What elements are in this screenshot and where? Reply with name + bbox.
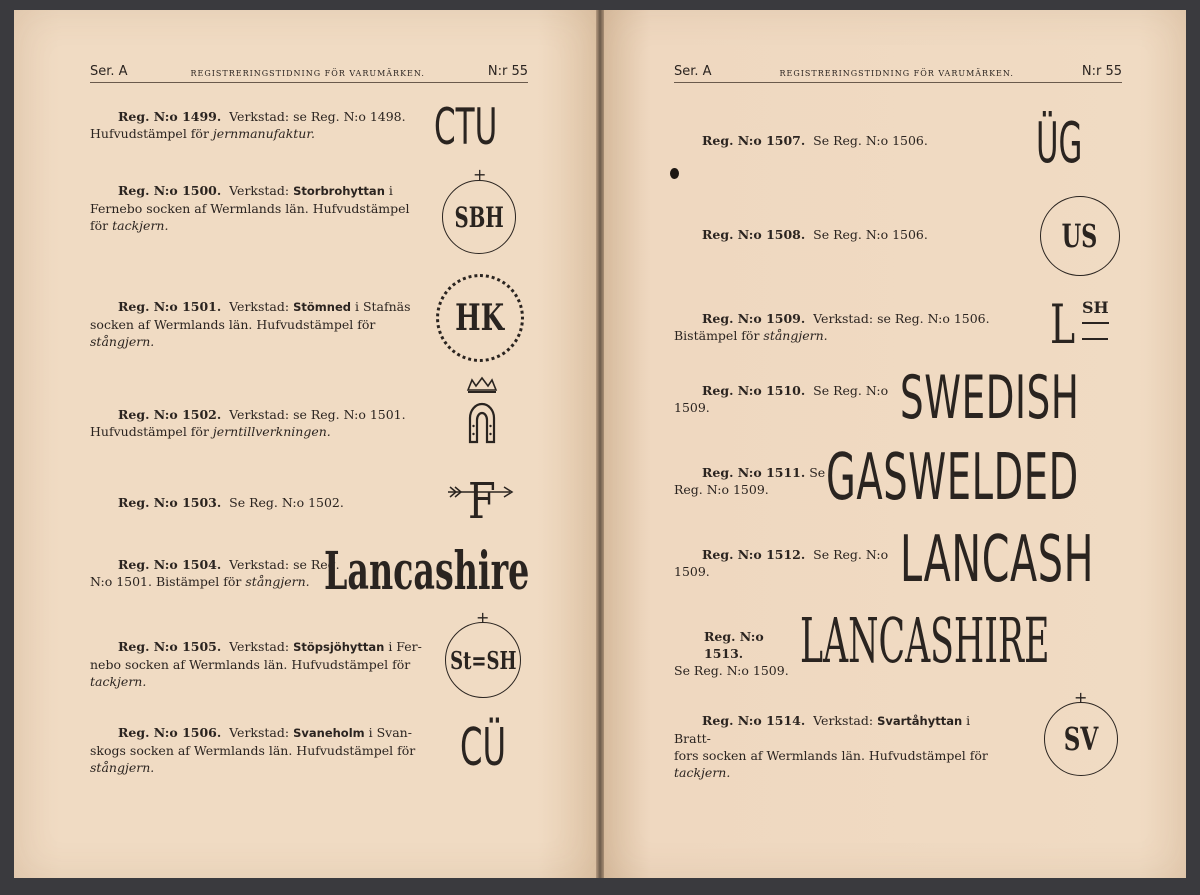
entry-text: Reg. N:o 1509. [674,482,769,497]
mark-text: St [449,645,472,675]
trademark-l: L [1050,293,1076,356]
entry-italic: stångjern. [245,574,310,589]
entry-text: Verkstad: se Reg. [229,557,340,572]
entry-text: Verkstad: [813,713,874,728]
reg-number: Reg. N:o 1501. [118,299,222,314]
crowned-horseshoe-icon [460,376,504,448]
open-book [14,10,1186,878]
trademark-swedish: SWEDISH [900,363,1080,433]
works-name: Svaneholm [293,726,365,740]
entry-text: i Stafnäs [354,299,411,314]
trademark-sbh [442,180,516,254]
journal-title: REGISTRERINGSTIDNING FÖR VARUMÄRKEN. [779,69,1014,78]
entry-1511 [674,464,834,498]
entry-text: Verkstad: se Reg. N:o 1506. [813,311,990,326]
entry-1507 [674,132,974,149]
reg-number: Reg. N:o 1513. [704,629,764,661]
reg-number: Reg. N:o 1499. [118,109,222,124]
entry-text: 1509. [674,400,710,415]
entry-1505 [90,638,430,690]
entry-text: Verkstad: se Reg. N:o 1501. [229,407,406,422]
entry-text: för [90,218,109,233]
entry-1509 [674,310,994,344]
trademark-hk [436,274,524,362]
left-page [14,10,596,878]
trademark-cu: CÜ [460,718,507,778]
works-name: Stöpsjöhyttan [293,640,385,654]
entry-1503 [90,494,430,511]
trademark-stsh: St=SH [445,622,521,698]
ink-blot [670,168,679,179]
reg-number: Reg. N:o 1500. [118,183,222,198]
reg-number: Reg. N:o 1509. [702,311,806,326]
entry-1508 [674,226,974,243]
mark-text: SV [1063,720,1099,758]
reg-number: Reg. N:o 1508. [702,227,806,242]
entry-1502 [90,406,430,440]
mark-text: SH [486,645,517,675]
entry-text: i Fer- [388,639,422,654]
entry-italic: tackjern. [90,674,147,689]
trademark-lancashire-script: Lancashire [324,541,530,602]
trademark-sv [1044,702,1118,776]
entry-1504 [90,556,340,590]
entry-1512 [674,546,904,580]
entry-text: N:o 1501. Bistämpel för [90,574,242,589]
entry-text: Se Reg. N:o [813,547,889,562]
mark-text: HK [455,297,505,339]
entry-1499 [90,108,430,142]
entry-italic: tackjern. [112,218,169,233]
entry-text: i Svan- [368,725,412,740]
entry-text: Verkstad: se Reg. N:o 1498. [229,109,406,124]
left-page-header [90,60,528,83]
series-label: Ser. A [90,64,128,79]
trademark-ug: ÜG [1036,111,1083,176]
entry-text: Bistämpel för [674,328,760,343]
entry-italic: jernmanufaktur. [212,126,315,141]
series-label: Ser. A [674,64,712,79]
entry-1514 [674,712,994,781]
mark-text: SBH [454,200,504,234]
entry-text: skogs socken af Wermlands län. Hufvudstämpel för [90,743,416,758]
reg-number: Reg. N:o 1504. [118,557,222,572]
entry-text: nebo socken af Wermlands län. Hufvudstämpel för [90,657,411,672]
trademark-sh-superscript: SH [1082,300,1109,324]
entry-text: Se Reg. N:o 1506. [813,227,928,242]
trademark-f: F [468,472,496,530]
entry-text: Verkstad: [229,639,290,654]
entry-italic: stångjern. [763,328,828,343]
entry-text: i Bratt- [674,713,971,746]
trademark-lancashire: LANCASHIRE [800,604,1050,677]
right-page-header [674,60,1122,83]
reg-number: Reg. N:o 1511. [702,465,806,480]
entry-1506 [90,724,430,776]
reg-number: Reg. N:o 1514. [702,713,806,728]
reg-number: Reg. N:o 1502. [118,407,222,422]
entry-italic: tackjern. [674,765,731,780]
entry-text: Verkstad: [229,299,290,314]
reg-number: Reg. N:o 1512. [702,547,806,562]
mark-text: US [1062,217,1098,255]
entry-text: fors socken af Wermlands län. Hufvudstämpel för [674,748,988,763]
reg-number: Reg. N:o 1503. [118,495,222,510]
reg-number: Reg. N:o 1507. [702,133,806,148]
book-gutter [596,10,604,878]
issue-number: N:r 55 [1081,64,1122,79]
entry-text: i [388,183,393,198]
entry-text: Hufvudstämpel för [90,126,209,141]
trademark-us [1040,196,1120,276]
entry-text: Se Reg. N:o 1506. [813,133,928,148]
entry-text: Fernebo socken af Wermlands län. Hufvudstämpel [90,201,410,216]
entry-text: socken af Wermlands län. Hufvudstämpel för [90,317,376,332]
entry-text: 1509. [674,564,710,579]
entry-text: Se Reg. N:o [813,383,889,398]
reg-number: Reg. N:o 1510. [702,383,806,398]
journal-title: REGISTRERINGSTIDNING FÖR VARUMÄRKEN. [190,69,425,78]
works-name: Storbrohyttan [293,184,385,198]
entry-text: Verkstad: [229,725,290,740]
works-name: Svartåhyttan [877,714,963,728]
entry-1501 [90,298,430,350]
trademark-lancash: LANCASH [900,523,1095,597]
reg-number: Reg. N:o 1505. [118,639,222,654]
entry-italic: jerntillverkningen. [212,424,331,439]
issue-number: N:r 55 [487,64,528,79]
right-page [604,10,1186,878]
entry-1500 [90,182,430,234]
entry-italic: stångjern. [90,760,155,775]
entry-text: Se [809,465,826,480]
reg-number: Reg. N:o 1506. [118,725,222,740]
trademark-gaswelded: GASWELDED [826,441,1079,515]
cross-icon: + [1074,688,1088,707]
cross-icon: + [476,608,490,627]
cross-icon: + [473,165,487,184]
entry-text: Se Reg. N:o 1502. [229,495,344,510]
entry-text: Hufvudstämpel för [90,424,209,439]
underline-rule [1082,338,1108,340]
works-name: Stömned [293,300,351,314]
entry-1513 [674,628,804,679]
entry-text: Se Reg. N:o 1509. [674,663,789,678]
trademark-ctu: CTU [434,98,498,156]
entry-1510 [674,382,904,416]
entry-italic: stångjern. [90,334,155,349]
entry-text: Verkstad: [229,183,290,198]
